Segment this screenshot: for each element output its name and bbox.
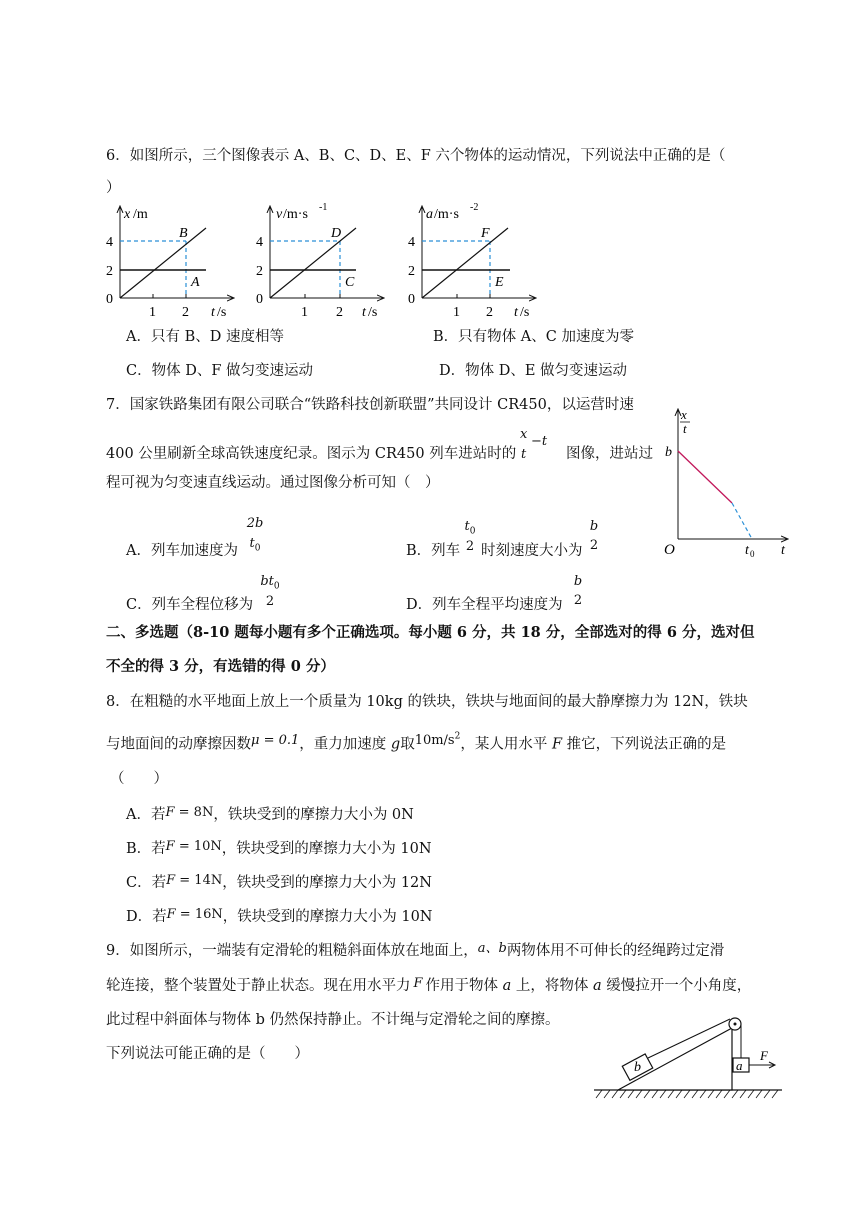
q7-option-b-frac bbox=[587, 519, 601, 553]
section-2-heading-line-1: 二、多选题（8-10 题每小题有多个正确选项。每小题 6 分，共 18 分，全部选对的得 6 分，选对但 bbox=[106, 624, 755, 641]
q7-line-1: 7．国家铁路集团有限公司联合“铁路科技创新联盟”共同设计 CR450，以运营时速 bbox=[106, 397, 634, 413]
frac-num: b bbox=[589, 519, 599, 534]
q8-text-a: 与地面间的动摩擦因数 bbox=[106, 736, 251, 753]
q7-option-b-text-2: 时刻速度大小为 bbox=[481, 543, 583, 559]
q8-text-c: 取 bbox=[400, 736, 415, 753]
q9-line-4: 下列说法可能正确的是（ ） bbox=[106, 1046, 309, 1062]
q7-option-c[interactable] bbox=[126, 597, 253, 614]
option-c-text: C．列车全程位移为 bbox=[126, 597, 254, 613]
ground-hatch bbox=[596, 1090, 778, 1098]
q8-option-d[interactable] bbox=[126, 909, 433, 926]
q6-option-b[interactable]: B．只有物体 A、C 加速度为零 bbox=[433, 329, 634, 345]
t0-sub: 0 bbox=[750, 549, 755, 559]
q8-gsup: 2 bbox=[454, 732, 461, 742]
q7-line-2-text: 400 公里刷新全球高铁速度纪录。图示为 CR450 列车进站时的 bbox=[106, 446, 517, 462]
q9-line-1 bbox=[106, 943, 724, 960]
y-tick-0: 0 bbox=[106, 292, 113, 307]
x-tick-1: 1 bbox=[301, 305, 308, 320]
line-label: F bbox=[481, 226, 490, 241]
x-label-var: t bbox=[514, 305, 518, 320]
q7-option-c-frac bbox=[259, 574, 281, 610]
line-label: D bbox=[331, 226, 342, 241]
q9-text-e: 上，将物体 bbox=[515, 978, 589, 994]
opt-F: F bbox=[166, 907, 176, 922]
q9-text-c: 轮连接，整个装置处于静止状态。现在用水平力 bbox=[106, 978, 411, 994]
q7-line-2-end: 图像，进站过 bbox=[566, 446, 653, 462]
q8-gval: 10m/s bbox=[414, 733, 455, 749]
q7-option-a-frac bbox=[244, 516, 266, 554]
dashed-segment bbox=[732, 503, 752, 539]
q8-text-e: 推它，下列说法正确的是 bbox=[566, 736, 727, 753]
block-b-label: b bbox=[634, 1060, 641, 1075]
q7-option-a[interactable] bbox=[126, 543, 238, 560]
q9-line-2 bbox=[106, 978, 751, 995]
y-tick-0: 0 bbox=[408, 292, 415, 307]
x-tick-2: 2 bbox=[182, 305, 189, 320]
frac-den: t bbox=[249, 535, 255, 551]
q8-paren: （ ） bbox=[110, 771, 168, 787]
flat-label: E bbox=[495, 275, 504, 290]
q7-line-2 bbox=[106, 446, 516, 463]
frac-den: 2 bbox=[573, 592, 583, 608]
opt-F: F bbox=[166, 873, 176, 888]
q9-text-b: 两物体用不可伸长的经绳跨过定滑 bbox=[506, 943, 725, 959]
q6-option-c[interactable]: C．物体 D、F 做匀变速运动 bbox=[126, 363, 313, 379]
y-label-sup: -1 bbox=[319, 202, 328, 213]
option-b-text: B．列车 bbox=[406, 543, 461, 559]
line-label: B bbox=[179, 226, 188, 241]
q8-line-1: 8．在粗糙的水平地面上放上一个质量为 10kg 的铁块，铁块与地面间的最大静摩擦力为 12N，铁块 bbox=[106, 694, 748, 710]
q9-line-3: 此过程中斜面体与物体 b 仍然保持静止。不计绳与定滑轮之间的摩擦。 bbox=[106, 1012, 560, 1028]
x-label-unit: /s bbox=[520, 305, 530, 320]
opt-post: ，铁块受到的摩擦力大小为 10N bbox=[221, 841, 432, 857]
q8-F: F bbox=[551, 736, 563, 753]
x-tick-1: 1 bbox=[149, 305, 156, 320]
frac-den: 2 bbox=[589, 537, 599, 553]
y-den: t bbox=[683, 421, 687, 436]
opt-pre: D．若 bbox=[126, 909, 167, 925]
frac-den: t bbox=[521, 446, 527, 462]
q8-mu: μ = 0.1 bbox=[251, 733, 300, 749]
opt-post: ，铁块受到的摩擦力大小为 10N bbox=[222, 909, 433, 925]
q9-text-a: 9．如图所示，一端装有定滑轮的粗糙斜面体放在地面上， bbox=[106, 943, 478, 959]
x-label-var: t bbox=[211, 305, 215, 320]
frac-num: b bbox=[573, 574, 583, 589]
x-label-var: t bbox=[362, 305, 366, 320]
opt-post: ，铁块受到的摩擦力大小为 0N bbox=[213, 807, 414, 823]
q8-option-b[interactable] bbox=[126, 841, 432, 858]
q6-option-a[interactable]: A．只有 B、D 速度相等 bbox=[126, 329, 284, 345]
q9-incline-figure bbox=[588, 1012, 788, 1104]
q7-option-b[interactable] bbox=[406, 543, 460, 560]
q7-line-3: 程可视为匀变速直线运动。通过图像分析可知（ ） bbox=[106, 475, 440, 491]
q6-stem-text: 6．如图所示，三个图像表示 A、B、C、D、E、F 六个物体的运动情况，下列说法中正确的是（ bbox=[106, 148, 726, 164]
y-label-var: x bbox=[124, 207, 131, 222]
q6-graph-2 bbox=[250, 200, 400, 325]
x-tick-2: 2 bbox=[486, 305, 493, 320]
q9-a2: a bbox=[593, 978, 602, 994]
q7-option-b-time-frac bbox=[462, 519, 478, 555]
q8-line-2 bbox=[106, 732, 727, 754]
y-tick-4: 4 bbox=[106, 235, 113, 250]
frac-num-sub: 0 bbox=[273, 581, 280, 592]
opt-val: = 8N bbox=[174, 805, 214, 820]
opt-pre: A．若 bbox=[126, 807, 166, 823]
q8-option-a[interactable] bbox=[126, 807, 414, 824]
t-axis-label: t bbox=[781, 543, 785, 558]
y-tick-4: 4 bbox=[408, 235, 415, 250]
t0-label: t bbox=[745, 543, 749, 558]
q6-graph-1 bbox=[100, 200, 250, 325]
x-tick-1: 1 bbox=[453, 305, 460, 320]
q9-a: a bbox=[502, 978, 512, 994]
q6-graph-3 bbox=[402, 200, 552, 325]
opt-val: = 10N bbox=[174, 839, 222, 854]
q9-text-d: 作用于物体 bbox=[425, 978, 499, 994]
y-label-var: v bbox=[276, 207, 283, 222]
y-label-unit: /m·s bbox=[283, 207, 308, 222]
option-a-text: A．列车加速度为 bbox=[126, 543, 238, 559]
q6-paren-close: ） bbox=[106, 180, 121, 196]
section-2-heading-line-2: 不全的得 3 分，有选错的得 0 分） bbox=[106, 658, 335, 675]
opt-val: = 16N bbox=[175, 907, 223, 922]
force-label: F bbox=[760, 1048, 768, 1063]
x-tick-2: 2 bbox=[336, 305, 343, 320]
q7-minus-t: −t bbox=[531, 434, 548, 449]
opt-pre: B．若 bbox=[126, 841, 166, 857]
option-d-text: D．列车全程平均速度为 bbox=[406, 597, 563, 613]
frac-den-sub: 0 bbox=[254, 543, 261, 554]
q8-text-b: ，重力加速度 bbox=[299, 736, 387, 753]
q7-option-d[interactable] bbox=[406, 597, 563, 614]
frac-num: x bbox=[520, 427, 528, 442]
q9-F: F bbox=[413, 976, 423, 991]
q8-option-c[interactable] bbox=[126, 875, 432, 892]
q7-graph bbox=[660, 405, 795, 565]
q8-g: g bbox=[390, 736, 401, 753]
y-tick-0: 0 bbox=[256, 292, 263, 307]
y-tick-2: 2 bbox=[106, 264, 113, 279]
frac-den: 2 bbox=[265, 594, 275, 610]
frac-den: 2 bbox=[465, 539, 475, 555]
solid-segment bbox=[678, 451, 732, 503]
y-tick-2: 2 bbox=[256, 264, 263, 279]
x-label-unit: /s bbox=[368, 305, 378, 320]
q7-option-d-frac bbox=[571, 574, 585, 608]
opt-F: F bbox=[165, 805, 175, 820]
frac-num: bt bbox=[260, 574, 274, 589]
q9-text-f: 缓慢拉开一个小角度， bbox=[606, 978, 752, 994]
opt-val: = 14N bbox=[175, 873, 223, 888]
y-tick-2: 2 bbox=[408, 264, 415, 279]
opt-post: ，铁块受到的摩擦力大小为 12N bbox=[222, 875, 432, 891]
b-label: b bbox=[665, 445, 672, 460]
q6-option-d[interactable]: D．物体 D、E 做匀变速运动 bbox=[439, 363, 628, 379]
q9-ab: a、b bbox=[477, 941, 507, 956]
opt-F: F bbox=[165, 839, 175, 854]
frac-num: t bbox=[464, 519, 470, 534]
x-label-unit: /s bbox=[217, 305, 227, 320]
y-tick-4: 4 bbox=[256, 235, 263, 250]
frac-num: 2b bbox=[246, 516, 264, 531]
opt-pre: C．若 bbox=[126, 875, 167, 891]
y-label-var: a bbox=[426, 207, 433, 222]
frac-num-sub: 0 bbox=[469, 526, 476, 537]
q8-text-d: ，某人用水平 bbox=[460, 736, 548, 753]
y-num: x bbox=[681, 407, 687, 422]
flat-label: C bbox=[345, 275, 355, 290]
y-label-unit: /m bbox=[133, 207, 148, 222]
flat-label: A bbox=[191, 275, 200, 290]
q6-stem bbox=[106, 148, 725, 165]
y-label-sup: -2 bbox=[470, 202, 479, 213]
y-label-unit: /m·s bbox=[434, 207, 459, 222]
block-a-label: a bbox=[736, 1058, 743, 1073]
origin-label: O bbox=[664, 542, 675, 558]
